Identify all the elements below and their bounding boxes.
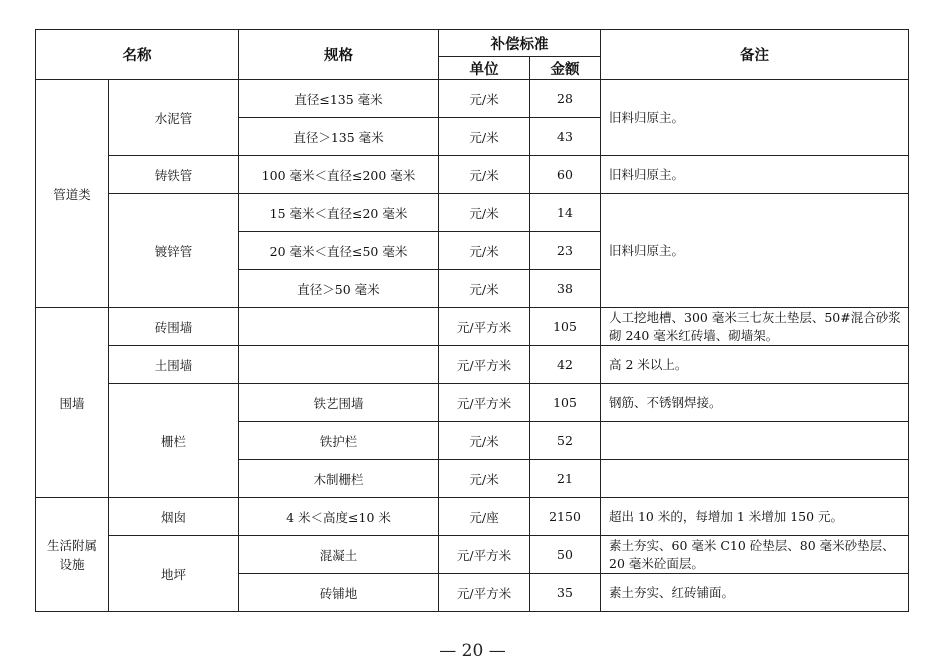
note-cell	[601, 422, 909, 460]
table-row	[36, 384, 909, 422]
unit-cell: 元/米	[439, 80, 530, 118]
unit-cell: 元/平方米	[439, 536, 530, 574]
amount-cell: 42	[530, 346, 601, 384]
amount-cell: 38	[530, 270, 601, 308]
header-standard: 补偿标准	[439, 30, 601, 57]
item-name: 烟囱	[109, 498, 239, 536]
spec-cell: 100 毫米＜直径≤200 毫米	[239, 156, 439, 194]
unit-cell: 元/座	[439, 498, 530, 536]
unit-cell: 元/平方米	[439, 384, 530, 422]
unit-cell: 元/平方米	[439, 346, 530, 384]
note-cell: 旧料归原主。	[601, 80, 909, 156]
table-row	[36, 536, 909, 574]
unit-cell: 元/米	[439, 156, 530, 194]
table-row	[36, 346, 909, 384]
note-cell: 旧料归原主。	[601, 156, 909, 194]
group-walls: 围墙	[36, 308, 109, 498]
amount-cell: 60	[530, 156, 601, 194]
spec-cell: 直径＞135 毫米	[239, 118, 439, 156]
item-name: 镀锌管	[109, 194, 239, 308]
amount-cell: 23	[530, 232, 601, 270]
spec-cell: 20 毫米＜直径≤50 毫米	[239, 232, 439, 270]
note-cell: 素土夯实、60 毫米 C10 砼垫层、80 毫米砂垫层、20 毫米砼面层。	[601, 536, 909, 574]
note-cell: 人工挖地槽、300 毫米三七灰土垫层、50#混合砂浆砌 240 毫米红砖墙、砌墙架。	[601, 308, 909, 346]
amount-cell: 105	[530, 308, 601, 346]
note-cell: 钢筋、不锈钢焊接。	[601, 384, 909, 422]
spec-cell: 直径＞50 毫米	[239, 270, 439, 308]
spec-cell: 直径≤135 毫米	[239, 80, 439, 118]
note-cell: 超出 10 米的，每增加 1 米增加 150 元。	[601, 498, 909, 536]
header-spec: 规格	[239, 30, 439, 80]
group-pipes: 管道类	[36, 80, 109, 308]
header-remark: 备注	[601, 30, 909, 80]
header-amount: 金额	[530, 57, 601, 80]
unit-cell: 元/平方米	[439, 574, 530, 612]
amount-cell: 50	[530, 536, 601, 574]
compensation-table	[35, 29, 909, 612]
spec-cell: 4 米＜高度≤10 米	[239, 498, 439, 536]
spec-cell: 木制栅栏	[239, 460, 439, 498]
note-cell: 旧料归原主。	[601, 194, 909, 308]
group-facilities: 生活附属 设施	[36, 498, 109, 612]
unit-cell: 元/米	[439, 118, 530, 156]
unit-cell: 元/平方米	[439, 308, 530, 346]
amount-cell: 52	[530, 422, 601, 460]
spec-cell: 铁护栏	[239, 422, 439, 460]
amount-cell: 21	[530, 460, 601, 498]
note-cell: 素土夯实、红砖铺面。	[601, 574, 909, 612]
amount-cell: 28	[530, 80, 601, 118]
spec-cell: 15 毫米＜直径≤20 毫米	[239, 194, 439, 232]
unit-cell: 元/米	[439, 270, 530, 308]
amount-cell: 2150	[530, 498, 601, 536]
table-row	[36, 194, 909, 232]
item-name: 地坪	[109, 536, 239, 612]
unit-cell: 元/米	[439, 232, 530, 270]
spec-cell: 铁艺围墙	[239, 384, 439, 422]
unit-cell: 元/米	[439, 460, 530, 498]
header-name: 名称	[36, 30, 239, 80]
table-row	[36, 498, 909, 536]
header-unit: 单位	[439, 57, 530, 80]
item-name: 土围墙	[109, 346, 239, 384]
amount-cell: 105	[530, 384, 601, 422]
unit-cell: 元/米	[439, 194, 530, 232]
item-name: 栅栏	[109, 384, 239, 498]
spec-cell: 混凝土	[239, 536, 439, 574]
item-name: 水泥管	[109, 80, 239, 156]
spec-cell	[239, 346, 439, 384]
note-cell	[601, 460, 909, 498]
table-row	[36, 80, 909, 118]
item-name: 铸铁管	[109, 156, 239, 194]
amount-cell: 43	[530, 118, 601, 156]
item-name: 砖围墙	[109, 308, 239, 346]
amount-cell: 35	[530, 574, 601, 612]
spec-cell	[239, 308, 439, 346]
unit-cell: 元/米	[439, 422, 530, 460]
table-row	[36, 156, 909, 194]
spec-cell: 砖铺地	[239, 574, 439, 612]
amount-cell: 14	[530, 194, 601, 232]
note-cell: 高 2 米以上。	[601, 346, 909, 384]
table-row	[36, 308, 909, 346]
page-number: — 20 —	[439, 641, 506, 661]
